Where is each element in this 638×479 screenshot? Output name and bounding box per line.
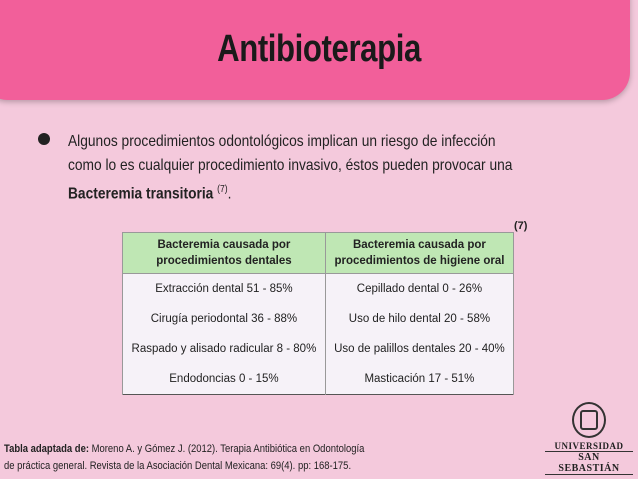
- bullet-text: [68, 130, 588, 206]
- table-row: [123, 304, 514, 334]
- bullet-line-1: Algunos procedimientos odontológicos implican un riesgo de infección: [68, 133, 496, 150]
- table-cell: Endodoncias 0 - 15%: [123, 364, 326, 395]
- slide-title: Antibioterapia: [217, 28, 421, 70]
- bacteremia-table: [122, 232, 514, 395]
- bullet-icon: [38, 133, 50, 145]
- bullet-end: .: [227, 185, 232, 203]
- source-line-2: de práctica general. Revista de la Asociación Dental Mexicana: 69(4). pp: 168-175.: [4, 460, 352, 472]
- header-dental: Bacteremia causada por procedimientos dentales: [123, 233, 326, 274]
- table-cell: Uso de hilo dental 20 - 58%: [325, 304, 513, 334]
- bold-term: Bacteremia transitoria: [68, 185, 214, 203]
- bullet-line-2: como lo es cualquier procedimiento invasivo, éstos pueden provocar una: [68, 157, 513, 174]
- table-cell: Cirugía periodontal 36 - 88%: [123, 304, 326, 334]
- source-citation: [4, 441, 524, 475]
- header-hygiene: Bacteremia causada por procedimientos de higiene oral: [325, 233, 513, 274]
- source-line-1: Moreno A. y Gómez J. (2012). Terapia Antibiótica en Odontología: [91, 443, 365, 455]
- citation: (7): [217, 184, 228, 195]
- table-row: [123, 334, 514, 364]
- table-row: [123, 274, 514, 305]
- university-logo: [545, 402, 633, 477]
- table-row: [123, 364, 514, 395]
- source-label: Tabla adaptada de:: [4, 443, 89, 455]
- table-cell: Raspado y alisado radicular 8 - 80%: [123, 334, 326, 364]
- table-header-row: [123, 233, 514, 274]
- crest-icon: [572, 402, 606, 438]
- table-cell: Masticación 17 - 51%: [325, 364, 513, 395]
- logo-line-1: UNIVERSIDAD: [554, 441, 624, 451]
- logo-line-2: SAN SEBASTIÁN: [545, 451, 633, 475]
- table-cell: Cepillado dental 0 - 26%: [325, 274, 513, 305]
- table-cell: Extracción dental 51 - 85%: [123, 274, 326, 305]
- table-cell: Uso de palillos dentales 20 - 40%: [325, 334, 513, 364]
- table-reference: (7): [514, 220, 528, 232]
